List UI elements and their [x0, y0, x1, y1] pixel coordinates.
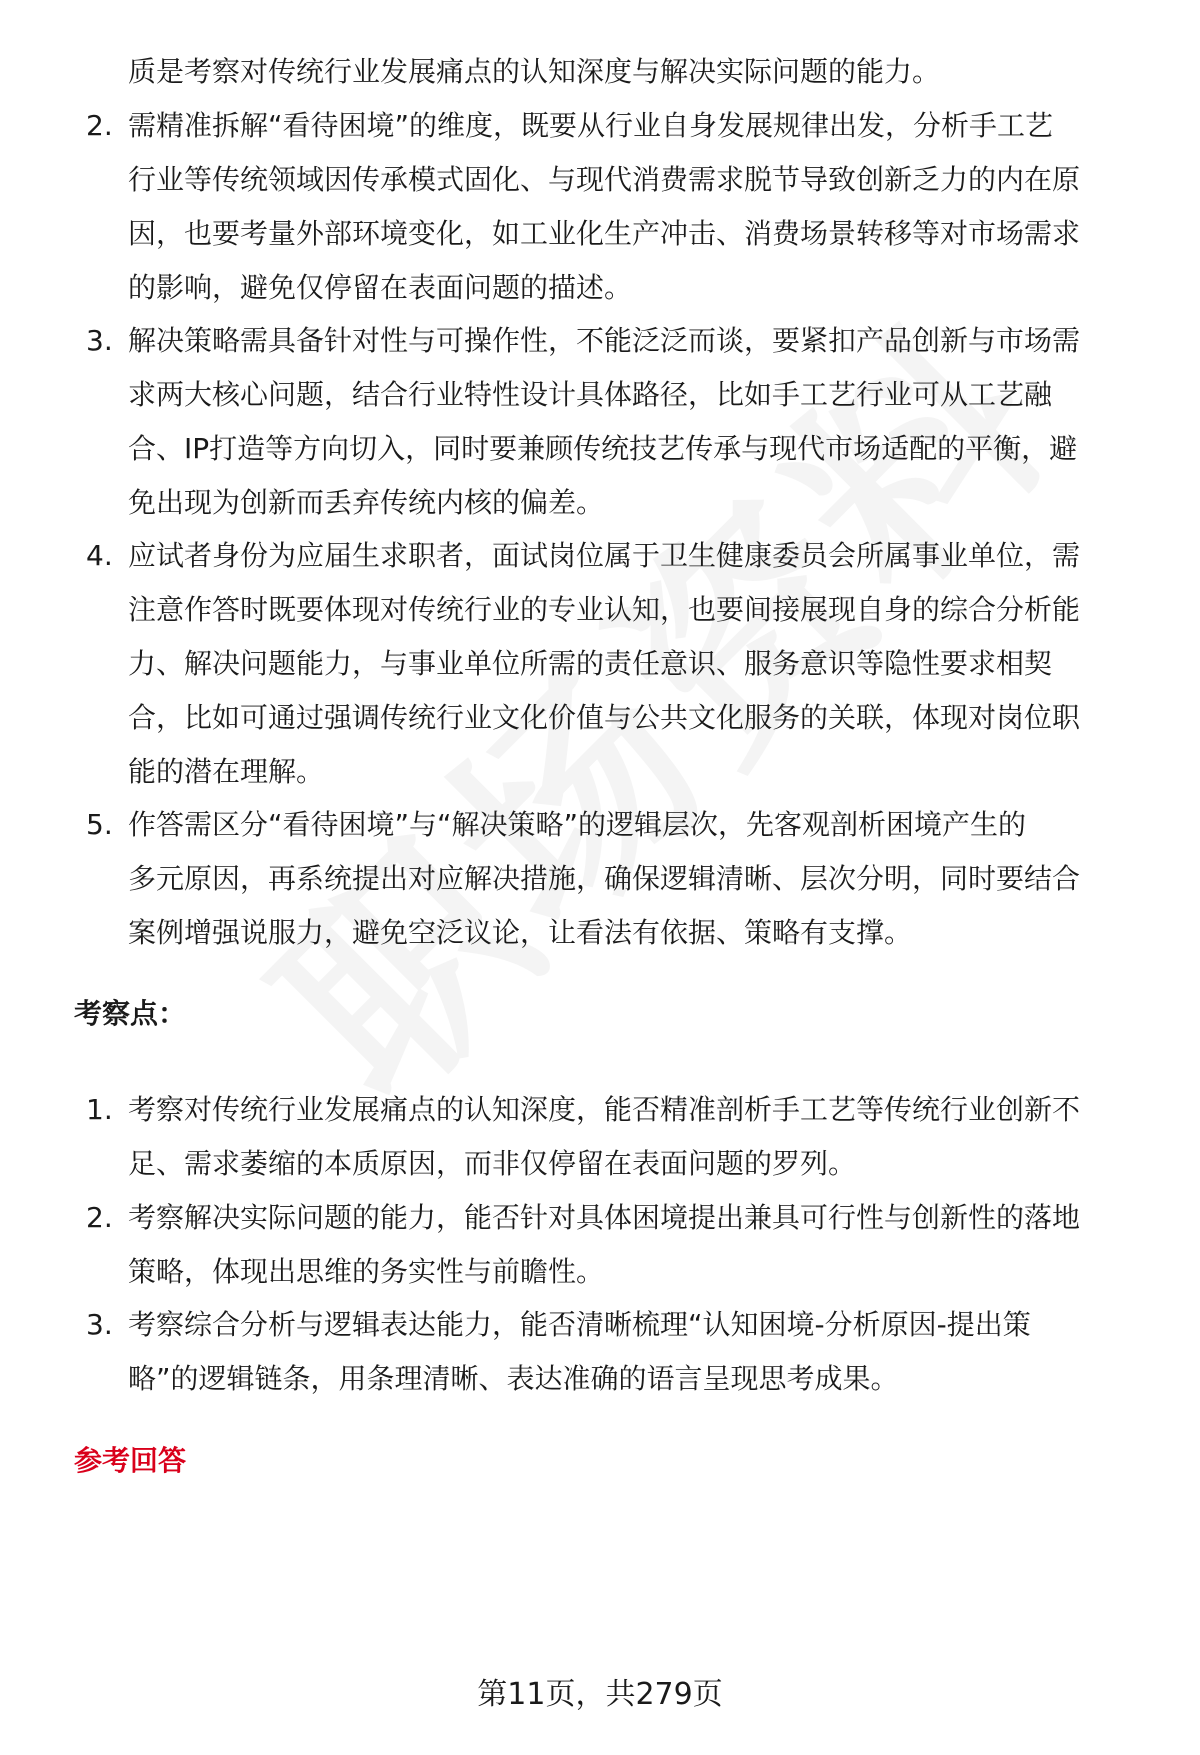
list-item-line: 需精准拆解“看待困境”的维度，既要从行业自身发展规律出发，分析手工艺: [128, 109, 1054, 142]
section-heading-exam-points: 考察点：: [74, 997, 187, 1030]
list-number: 3.: [86, 324, 113, 357]
list-item-line: 求两大核心问题，结合行业特性设计具体路径，比如手工艺行业可从工艺融: [128, 378, 1053, 411]
page-number-footer: 第11页，共279页: [477, 1677, 723, 1712]
list-number: 2.: [86, 109, 113, 142]
list-item-line: 的影响，避免仅停留在表面问题的描述。: [128, 271, 633, 304]
list-item-line: 策略，体现出思维的务实性与前瞻性。: [128, 1255, 605, 1288]
list-item-line: 考察对传统行业发展痛点的认知深度，能否精准剖析手工艺等传统行业创新不: [128, 1093, 1081, 1126]
list-item-line: 免出现为创新而丢弃传统内核的偏差。: [128, 486, 605, 519]
list-item-line: 案例增强说服力，避免空泛议论，让看法有依据、策略有支撑。: [128, 916, 913, 949]
section-heading-reference-answer: 参考回答: [74, 1444, 187, 1477]
list-item-line: 行业等传统领域因传承模式固化、与现代消费需求脱节导致创新乏力的内在原: [128, 163, 1081, 196]
list-item-line: 应试者身份为应届生求职者，面试岗位属于卫生健康委员会所属事业单位，需: [128, 539, 1081, 572]
paragraph-line: 质是考察对传统行业发展痛点的认知深度与解决实际问题的能力。: [128, 55, 941, 88]
list-number: 4.: [86, 539, 113, 572]
list-item-line: 作答需区分“看待困境”与“解决策略”的逻辑层次，先客观剖析困境产生的: [128, 808, 1027, 841]
list-item-line: 考察解决实际问题的能力，能否针对具体困境提出兼具可行性与创新性的落地: [128, 1201, 1081, 1234]
list-item-line: 能的潜在理解。: [128, 755, 325, 788]
list-item-line: 足、需求萎缩的本质原因，而非仅停留在表面问题的罗列。: [128, 1147, 857, 1180]
list-item-line: 合、IP打造等方向切入，同时要兼顾传统技艺传承与现代市场适配的平衡，避: [128, 432, 1078, 465]
list-item-line: 解决策略需具备针对性与可操作性，不能泛泛而谈，要紧扣产品创新与市场需: [128, 324, 1081, 357]
list-item-line: 多元原因，再系统提出对应解决措施，确保逻辑清晰、层次分明，同时要结合: [128, 862, 1081, 895]
list-number: 5.: [86, 808, 113, 841]
list-item-line: 注意作答时既要体现对传统行业的专业认知，也要间接展现自身的综合分析能: [128, 593, 1081, 626]
list-item-line: 因，也要考量外部环境变化，如工业化生产冲击、消费场景转移等对市场需求: [128, 217, 1081, 250]
list-item-line: 略”的逻辑链条，用条理清晰、表达准确的语言呈现思考成果。: [128, 1362, 899, 1395]
list-item-line: 力、解决问题能力，与事业单位所需的责任意识、服务意识等隐性要求相契: [128, 647, 1053, 680]
list-item-line: 合，比如可通过强调传统行业文化价值与公共文化服务的关联，体现对岗位职: [128, 701, 1081, 734]
list-number: 1.: [86, 1093, 113, 1126]
list-number: 2.: [86, 1201, 113, 1234]
list-number: 3.: [86, 1308, 113, 1341]
list-item-line: 考察综合分析与逻辑表达能力，能否清晰梳理“认知困境-分析原因-提出策: [128, 1308, 1031, 1341]
